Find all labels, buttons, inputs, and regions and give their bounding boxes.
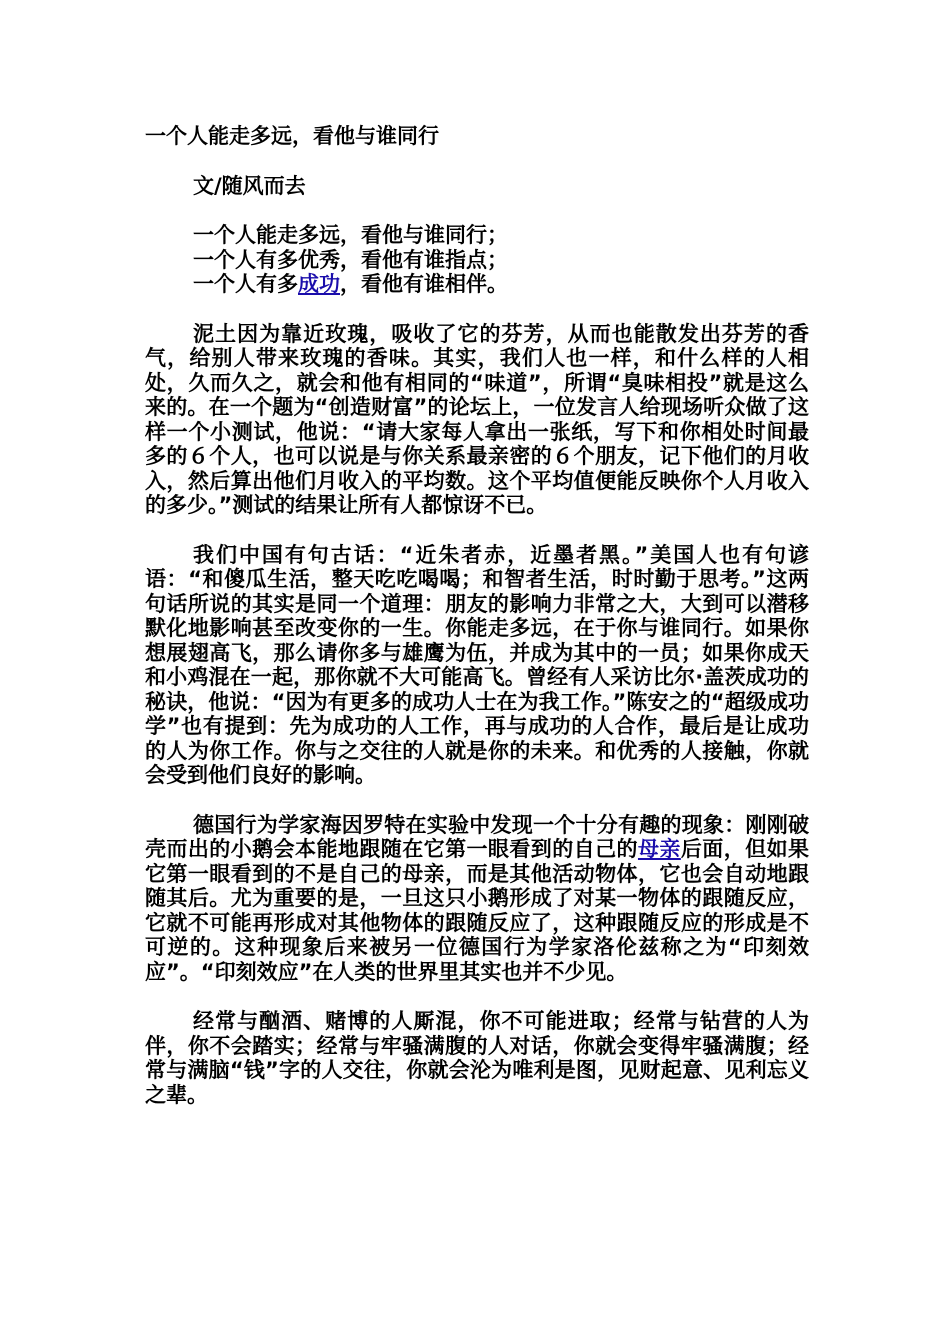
document-title: 一个人能走多远，看他与谁同行	[145, 124, 439, 148]
paragraph-1: 泥土因为靠近玫瑰，吸收了它的芬芳，从而也能散发出芬芳的香气，给别人带来玫瑰的香味。其实，我们人也一样，和什么样的人相处，久而久之，就会和他有相同的“味道”，所谓“臭味相投”就是这么来的。在一个题为“创造财富”的论坛上，一位发言人给现场听众做了这样一个小测试，他说：“请大家每人拿出一张纸，写下和你相处时间最多的６个人，也可以说是与你关系最亲密的６个朋友，记下他们的月收入，然后算出他们月收入的平均数。这个平均值便能反映你个人月收入的多少。”测试的结果让所有人都惊讶不已。	[145, 321, 809, 517]
verse-line-3-end: ，看他有谁相伴。	[340, 272, 508, 296]
opening-verse	[145, 223, 809, 297]
mother-link[interactable]: 母亲	[637, 837, 681, 861]
verse-line-2: 一个人有多优秀，看他有谁指点；	[193, 247, 508, 272]
paragraph-3-end: 后面，但如果它第一眼看到的不是自己的母亲，而是其他活动物体，它也会自动地跟随其后。尤为重要的是，一旦这只小鹅形成了对某一物体的跟随反应，它就不可能再形成对其他物体的跟随反应了，这种跟随反应的形成是不可逆的。这种现象后来被另一位德国行为学家洛伦兹称之为“印刻效应”。“印刻效应”在人类的世界里其实也并不少见。	[145, 837, 810, 984]
paragraph-3	[145, 813, 809, 985]
paragraph-2: 我们中国有句古话：“近朱者赤，近墨者黑。”美国人也有句谚语：“和傻瓜生活，整天吃吃喝喝；和智者生活，时时勤于思考。”这两句话所说的其实是同一个道理：朋友的影响力非常之大，大到可以潜移默化地影响甚至改变你的一生。你能走多远，在于你与谁同行。如果你想展翅高飞，那么请你多与雄鹰为伍，并成为其中的一员；如果你成天和小鸡混在一起，那你就不大可能高飞。曾经有人采访比尔·盖茨成功的秘诀，他说：“因为有更多的成功人士在为我工作。”陈安之的“超级成功学”也有提到：先为成功的人工作，再与成功的人合作，最后是让成功的人为你工作。你与之交往的人就是你的未来。和优秀的人接触，你就会受到他们良好的影响。	[145, 542, 809, 787]
paragraph-3-start: 德国行为学家海因罗特在实验中发现一个十分有趣的现象：刚刚破壳而出的小鹅会本能地跟随在它第一眼看到的自己的	[145, 812, 809, 861]
document-page	[145, 124, 809, 1132]
paragraph-4: 经常与酗酒、赌博的人厮混，你不可能进取；经常与钻营的人为伴，你不会踏实；经常与牢骚满腹的人对话，你就会变得牢骚满腹；经常与满脑“钱”字的人交往，你就会沦为唯利是图，见财起意、见利忘义之辈。	[145, 1009, 809, 1107]
verse-line-3-start: 一个人有多	[193, 272, 298, 296]
success-link[interactable]: 成功	[298, 272, 340, 296]
document-author: 文/随风而去	[193, 173, 306, 198]
verse-line-3	[193, 272, 809, 297]
verse-line-1: 一个人能走多远，看他与谁同行；	[193, 223, 508, 247]
